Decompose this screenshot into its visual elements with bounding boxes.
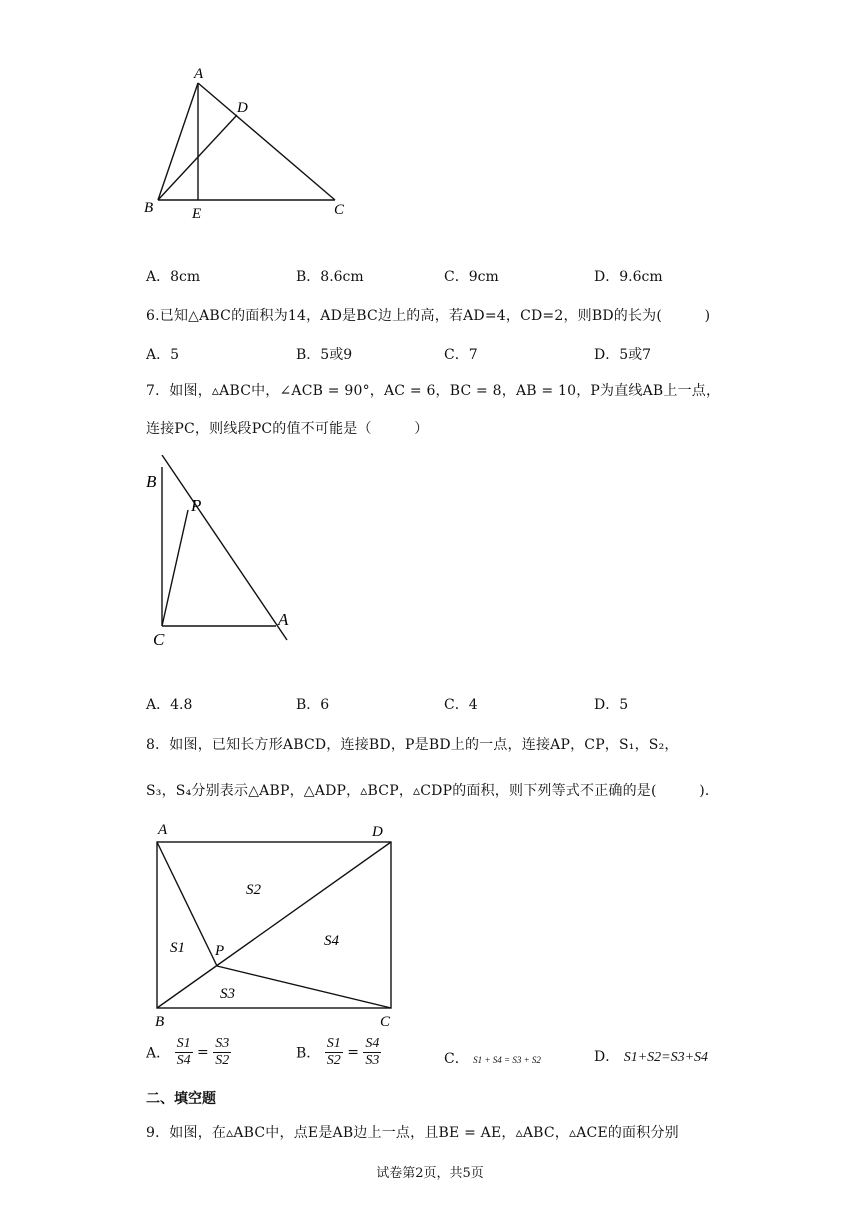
fraction-numerator: S3 (215, 1036, 230, 1051)
q8-option-a-prefix: A． (146, 1045, 171, 1062)
equals-sign: = (197, 1044, 209, 1061)
q8-rectangle-figure (148, 818, 408, 1033)
q5-triangle-figure (130, 60, 360, 225)
q7-label-c: C (153, 630, 165, 649)
q8-option-a-left-fraction (175, 1036, 193, 1069)
q6-option-b: B．5或9 (296, 347, 353, 363)
q8-option-b-prefix: B． (296, 1045, 321, 1062)
q8-question-line1: 8．如图，已知长方形ABCD，连接BD，P是BD上的一点，连接AP，CP，S₁，S₂， (146, 737, 679, 753)
q8-question-line2: S₃，S₄分别表示△ABP，△ADP，▵BCP，▵CDP的面积，则下列等式不正确的是( )． (146, 783, 720, 799)
fraction-numerator: S1 (326, 1036, 341, 1051)
q6-option-a: A．5 (146, 347, 180, 363)
fraction-denominator: S4 (176, 1053, 191, 1068)
q8-option-d-prefix: D． (594, 1049, 620, 1065)
q8-option-c (444, 1048, 541, 1068)
q6-question-text: 6.已知△ABC的面积为14，AD是BC边上的高，若AD=4，CD=2，则BD的长为( ) (146, 308, 711, 324)
q8-label-s3: S3 (220, 986, 235, 1002)
q7-option-c: C．4 (444, 697, 478, 713)
q7-option-a: A．4.8 (146, 697, 193, 713)
q8-option-d (594, 1046, 708, 1066)
q7-label-b: B (146, 472, 157, 491)
q8-label-s1: S1 (170, 940, 185, 956)
q8-option-b-left-fraction (325, 1036, 343, 1069)
q5-label-c: C (334, 202, 345, 218)
q5-label-e: E (192, 206, 202, 222)
q5-option-d: D．9.6cm (594, 269, 663, 285)
fraction-numerator: S4 (365, 1036, 380, 1051)
q7-label-a: A (278, 610, 289, 629)
q5-option-c: C．9cm (444, 269, 499, 285)
q8-option-c-prefix: C． (444, 1051, 469, 1067)
q5-option-b: B．8.6cm (296, 269, 364, 285)
q8-label-s2: S2 (246, 882, 261, 898)
q8-label-d: D (372, 824, 383, 840)
q8-option-a (146, 1036, 231, 1069)
fraction-denominator: S2 (215, 1053, 230, 1068)
section-heading-fill-in-blank: 二、填空题 (146, 1091, 216, 1107)
equals-sign: = (347, 1044, 359, 1061)
q7-option-b: B．6 (296, 697, 330, 713)
q7-question-line2: 连接PC，则线段PC的值不可能是（ ） (146, 421, 429, 437)
q7-option-d: D．5 (594, 697, 629, 713)
fraction-denominator: S2 (326, 1053, 341, 1068)
q8-label-p: P (215, 943, 225, 959)
q6-option-d: D．5或7 (594, 347, 652, 363)
q7-question-line1: 7．如图，▵ABC中，∠ACB = 90°，AC = 6，BC = 8，AB = 10，P为直线AB上一点， (146, 383, 721, 399)
q5-label-d: D (237, 100, 248, 116)
q7-triangle-figure (140, 455, 300, 655)
q8-option-a-right-fraction (213, 1036, 231, 1069)
q6-option-c: C．7 (444, 347, 478, 363)
fraction-numerator: S1 (176, 1036, 191, 1051)
q8-label-a: A (158, 822, 168, 838)
q8-label-s4: S4 (324, 933, 339, 949)
q8-label-c: C (380, 1014, 391, 1030)
q5-label-a: A (194, 66, 204, 82)
q8-option-b-right-fraction (363, 1036, 381, 1069)
q7-label-p: P (191, 496, 202, 515)
q8-option-d-expression: S1+S2=S3+S4 (623, 1050, 709, 1065)
q8-option-b (296, 1036, 381, 1069)
q5-label-b: B (144, 200, 154, 216)
page-footer: 试卷第2页，共5页 (376, 1166, 484, 1181)
q8-label-b: B (155, 1014, 165, 1030)
fraction-denominator: S3 (365, 1053, 380, 1068)
q9-question-line1: 9．如图，在▵ABC中，点E是AB边上一点，且BE = AE，▵ABC，▵ACE的面积分别 (146, 1125, 679, 1141)
q5-option-a: A．8cm (146, 269, 201, 285)
q8-option-c-expression: S1 + S4 = S3 + S2 (473, 1055, 541, 1065)
